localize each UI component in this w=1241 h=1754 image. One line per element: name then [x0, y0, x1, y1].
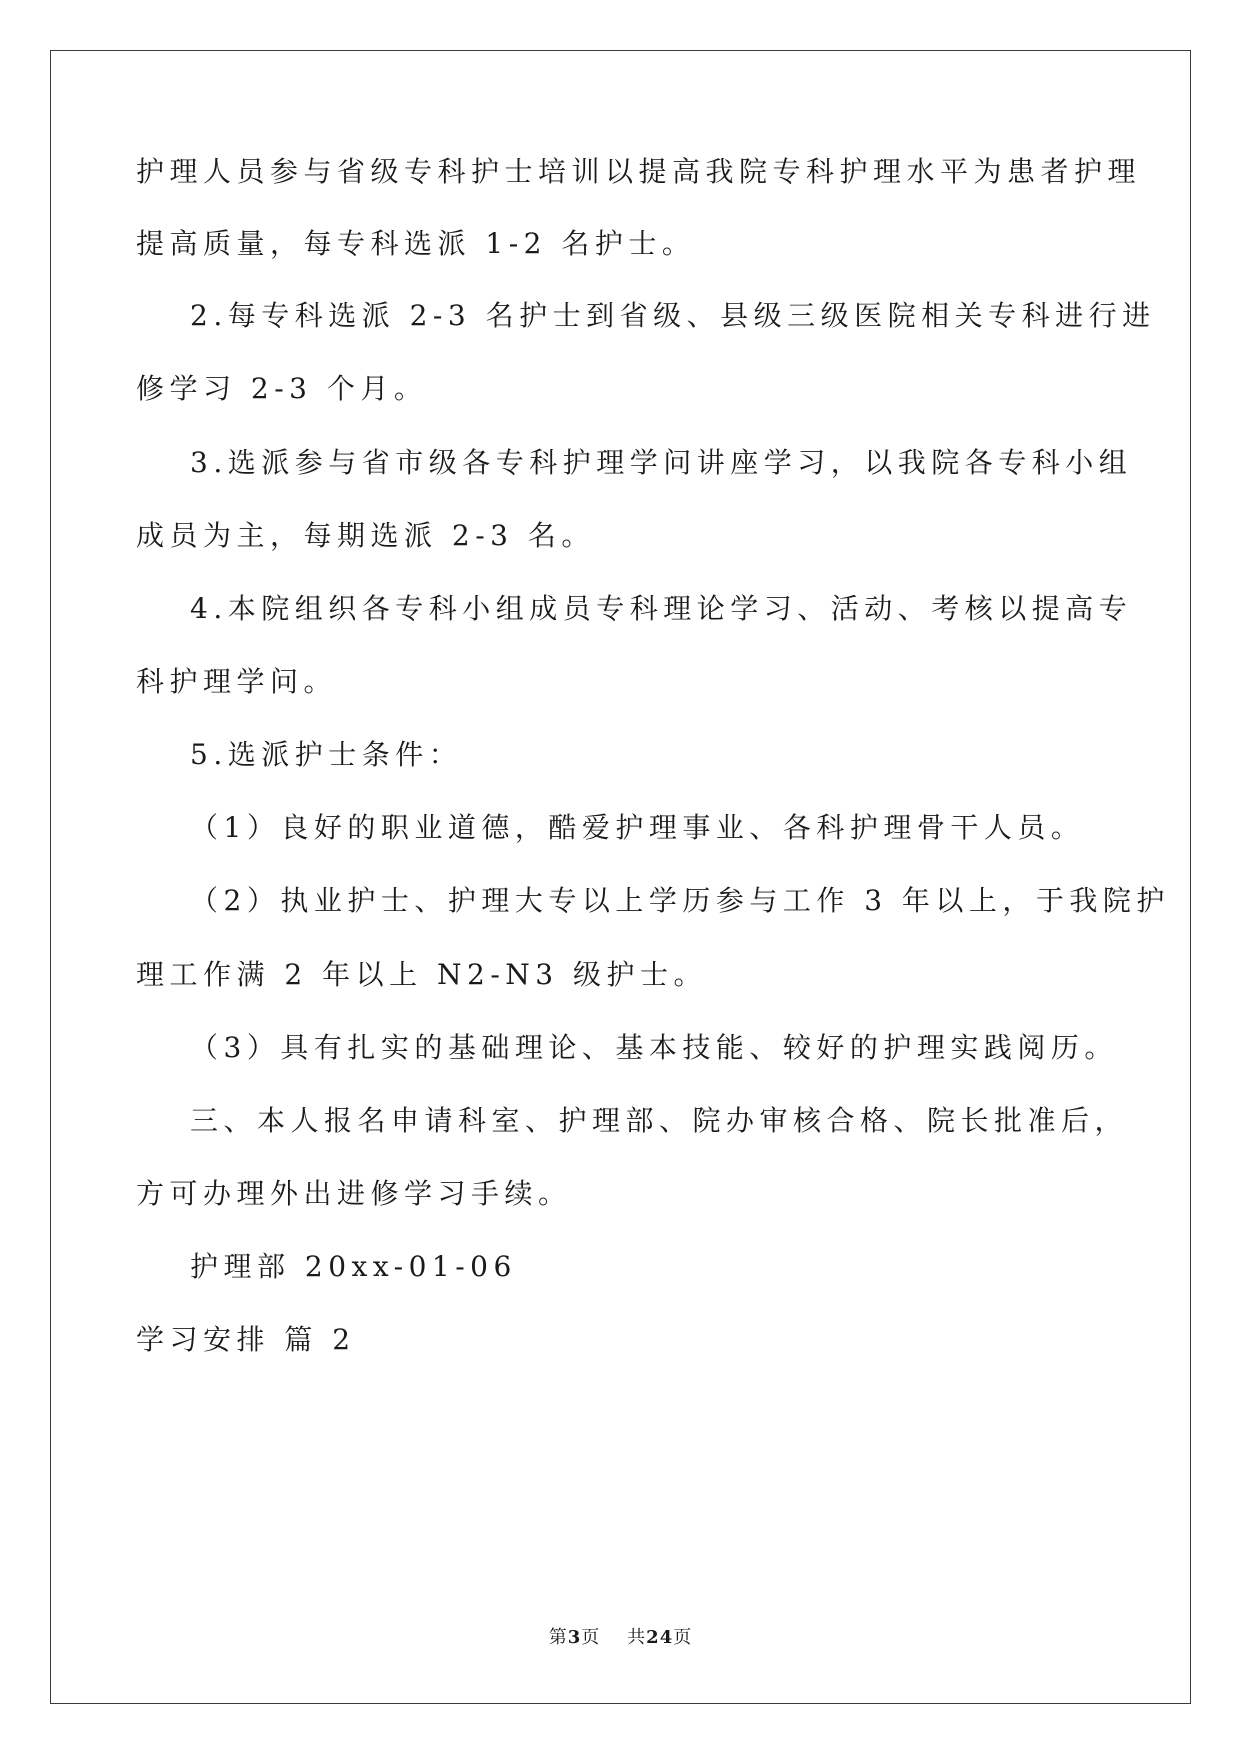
signature-line: 护理部 20xx-01-06 [190, 1250, 517, 1283]
section-heading: 学习安排 篇 2 [136, 1323, 356, 1356]
paragraph-line: 4.本院组织各专科小组成员专科理论学习、活动、考核以提高专 [190, 592, 1133, 625]
footer-prefix: 第 [548, 1627, 568, 1648]
paragraph-line: 修学习 2-3 个月。 [136, 372, 428, 405]
paragraph-line: 2.每专科选派 2-3 名护士到省级、县级三级医院相关专科进行进 [190, 299, 1156, 332]
current-page-number: 3 [567, 1627, 582, 1648]
footer-page-suffix: 页 [581, 1627, 601, 1648]
footer-total-prefix: 共 [627, 1627, 647, 1648]
paragraph-line: 提高质量，每专科选派 1-2 名护士。 [136, 227, 696, 260]
total-pages-number: 24 [646, 1627, 674, 1648]
paragraph-line: 5.选派护士条件： [190, 738, 463, 771]
paragraph-line: （3）具有扎实的基础理论、基本技能、较好的护理实践阅历。 [190, 1031, 1118, 1064]
paragraph-line: 方可办理外出进修学习手续。 [136, 1177, 572, 1210]
paragraph-line: （2）执业护士、护理大专以上学历参与工作 3 年以上，于我院护 [190, 884, 1170, 917]
paragraph-line: 理工作满 2 年以上 N2-N3 级护士。 [136, 958, 708, 991]
page-footer [0, 1626, 1241, 1650]
paragraph-line: 三、本人报名申请科室、护理部、院办审核合格、院长批准后， [190, 1104, 1129, 1137]
footer-total-suffix: 页 [673, 1627, 693, 1648]
paragraph-line: 护理人员参与省级专科护士培训以提高我院专科护理水平为患者护理 [136, 155, 1142, 188]
paragraph-line: 成员为主，每期选派 2-3 名。 [136, 519, 595, 552]
paragraph-line: （1）良好的职业道德，酷爱护理事业、各科护理骨干人员。 [190, 811, 1085, 844]
paragraph-line: 科护理学问。 [136, 665, 338, 698]
paragraph-line: 3.选派参与省市级各专科护理学问讲座学习，以我院各专科小组 [190, 446, 1133, 479]
